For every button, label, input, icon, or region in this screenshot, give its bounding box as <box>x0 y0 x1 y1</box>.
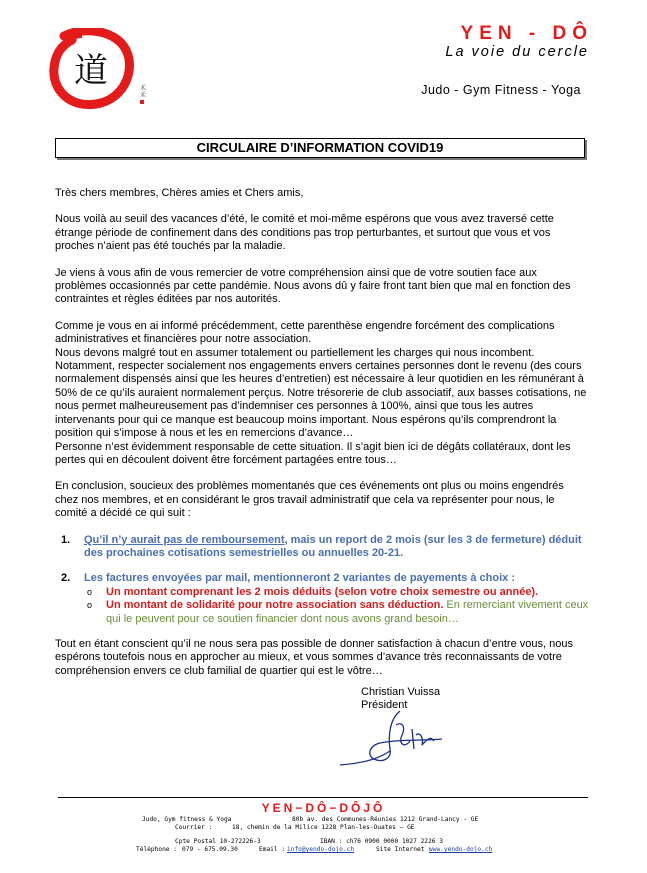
footer-web[interactable] <box>429 846 492 853</box>
payment-option-1 <box>84 586 589 599</box>
paragraph-3a: Comme je vous en ai informé précédemment, cette parenthèse engendre forcément des complications administratives et financières pour notre association. <box>55 319 555 346</box>
option-deduction: Un montant comprenant les 2 mois déduits (selon votre choix semestre ou année). <box>106 585 539 598</box>
decision-number: 1. <box>61 533 71 546</box>
svg-text:禾: 禾 <box>140 85 147 92</box>
brand-name: YEN - DÔ <box>460 23 593 44</box>
payment-options <box>84 586 589 626</box>
decision-list <box>55 534 589 626</box>
footer-account: Cpte Postal 10-272226-3 <box>175 838 261 845</box>
paragraph-1: Nous voilà au seuil des vacances d’été, le comité et moi-même espérons que vous avez traversé cette étrange période de confinement dans des conditions pas trop perturbantes, et surtout que vous et vos proches n’aient pas été touchés par la maladie. <box>55 213 554 253</box>
disciplines: Judo - Gym Fitness - Yoga <box>421 83 581 97</box>
bullet-icon: o <box>87 600 93 611</box>
footer-email-label: Email : <box>259 846 286 853</box>
website-link[interactable]: www.yendo-dojo.ch <box>429 846 493 853</box>
footer-phone: 079 - 675.09.30 <box>182 846 238 853</box>
invoice-text: Les factures envoyées par mail, mentionneront 2 variantes de payements à choix : <box>84 572 515 585</box>
footer-divider <box>58 797 588 798</box>
brand-block <box>445 23 593 60</box>
bullet-icon: o <box>87 586 93 597</box>
deferral-text: , mais un report de 2 mois (sur les 3 de fermeture) déduit des prochaines cotisations semestrielles ou annuelles 20-21. <box>84 533 582 559</box>
brand-tagline: La voie du cercle <box>445 44 589 60</box>
footer-phone-label: Téléphone : <box>136 846 177 853</box>
document-title: CIRCULAIRE D’INFORMATION COVID19 <box>55 138 585 158</box>
footer-mail-address: 18, chemin de la Milice 1228 Plan-les-Ouates – GE <box>232 824 415 831</box>
footer-web-label: Site Internet : <box>376 846 432 853</box>
email-link[interactable]: info@yendo-dojo.ch <box>287 846 355 853</box>
paragraph-2: Je viens à vous afin de vous remercier de votre compréhension ainsi que de votre soutien face aux problèmes occasionnés par cette pandémie. Nous avons dû y faire front tant bien que mal en fonction des contraintes et règles éditées par nos autorités. <box>55 266 571 306</box>
footer-address: 80b av. des Communes-Réunies 1212 Grand-Lancy - GE <box>292 816 479 823</box>
paragraph-3c: Personne n’est évidemment responsable de cette situation. Il s’agit bien ici de dégâts collatéraux, dont les pertes qui en découlent doivent être forcément partagées entre tous… <box>55 440 571 466</box>
decision-item-2 <box>55 572 589 626</box>
footer-disciplines: Judo, Gym fitness & Yoga <box>142 816 232 823</box>
option-solidarity: Un montant de solidarité pour notre association sans déduction. <box>106 599 444 612</box>
no-refund-text: Qu’il n’y aurait pas de remboursement <box>84 533 285 546</box>
svg-text:禾: 禾 <box>140 92 147 99</box>
signer-name: Christian Vuissa <box>361 686 441 698</box>
paragraph-5: Tout en étant conscient qu’il ne nous sera pas possible de donner satisfaction à chacun d’entre vous, nous espérons toutefois nous en approcher au mieux, et vous sommes d’avance très reconnaissants de votre compréhension envers ce club familial de quartier qui est le vôtre… <box>55 637 573 677</box>
greeting: Très chers membres, Chères amies et Chers amis, <box>55 187 304 199</box>
svg-text:道: 道 <box>74 51 108 91</box>
handwritten-signature <box>330 705 460 771</box>
footer-email[interactable] <box>287 846 354 853</box>
footer-mail-label: Courrier : <box>175 824 213 831</box>
signer-role: Président <box>361 699 408 711</box>
letter-body <box>55 187 589 691</box>
paragraph-4: En conclusion, soucieux des problèmes momentanés que ces événements ont plus ou moins engendrés chez nos membres, et en considérant le gros travail administratif que cela va représenter pour nous, le comité a décidé ce qui suit : <box>55 480 564 520</box>
payment-option-2 <box>84 599 589 626</box>
decision-number: 2. <box>61 572 71 585</box>
dojo-logo <box>44 28 154 112</box>
footer-brand: YEN−DÔ−DÔJÔ <box>261 801 386 815</box>
decision-item-1 <box>55 534 589 561</box>
paragraph-3b: Nous devons malgré tout en assumer totalement ou partiellement les charges qui nous incombent. Notamment, respecter socialement nos engagements envers certaines personnes dont le revenu (des cours normalement dispensés ainsi que les heures d’entretien) est nécessaire à leur quotidien en les rémunérant à 50% de ce qu’ils auraient normalement perçus. Notre trésorerie de club associatif, aux basses cotisations, ne nous permet malheureusement pas d’indemniser ces personnes à 100%, ainsi que tous les autres intervenants pour qui ce manque est beaucoup moins important. Nous espérons qu’ils comprendront la position qui s’impose à nous et les en remercions d’avance… <box>55 346 587 440</box>
footer-iban: IBAN : ch76 0900 0000 1027 2226 3 <box>320 838 443 845</box>
option-thanks: En remerciant vivement ceux qui le peuvent pour ce soutien financier dont nous avons grand besoin… <box>106 599 589 625</box>
